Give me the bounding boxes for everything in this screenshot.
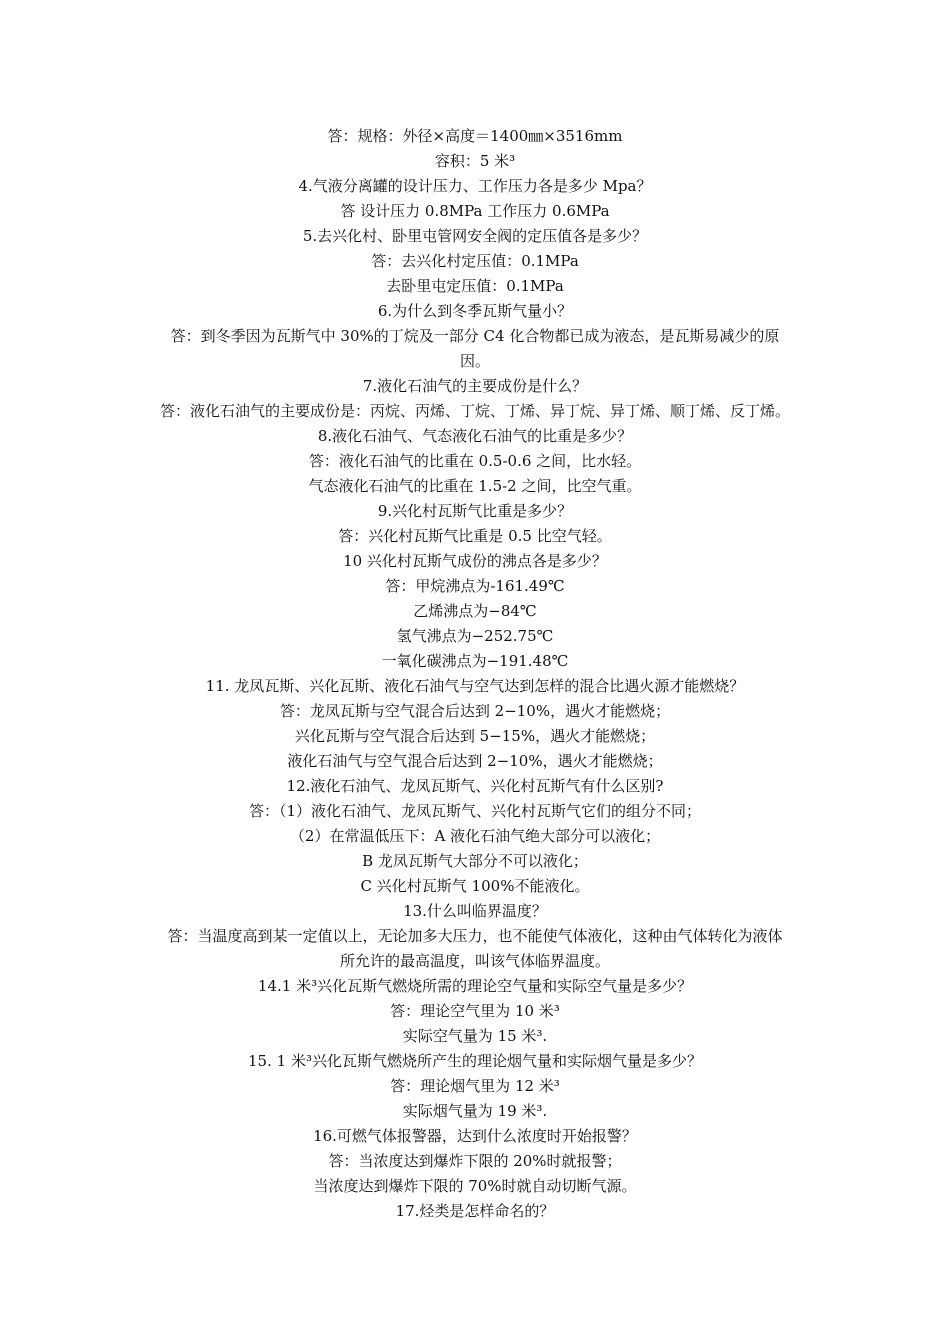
answer-12-line-1: 答：（1）液化石油气、龙凤瓦斯气、兴化村瓦斯气它们的组分不同； (248, 802, 702, 820)
question-13: 13.什么叫临界温度？ (403, 902, 547, 920)
answer-16-line-2: 当浓度达到爆炸下限的 70%时就自动切断气源。 (313, 1177, 637, 1195)
answer-6-line-1: 答：到冬季因为瓦斯气中 30%的丁烷及一部分 C4 化合物都已成为液态，是瓦斯易减少的原 (170, 327, 780, 345)
answer-11-line-2: 兴化瓦斯与空气混合后达到 5−15%，遇火才能燃烧； (294, 727, 656, 745)
answer-10-line-2: 乙烯沸点为−84℃ (413, 602, 537, 620)
question-14: 14.1 米³兴化瓦斯气燃烧所需的理论空气量和实际空气量是多少？ (257, 977, 693, 995)
answer-volume: 容积：5 米³ (434, 152, 516, 170)
question-5: 5.去兴化村、卧里屯管网安全阀的定压值各是多少？ (302, 227, 648, 245)
answer-12-line-3: B 龙凤瓦斯气大部分不可以液化； (362, 852, 588, 870)
question-10: 10 兴化村瓦斯气成份的沸点各是多少？ (343, 552, 607, 570)
question-15: 15. 1 米³兴化瓦斯气燃烧所产生的理论烟气量和实际烟气量是多少？ (248, 1052, 702, 1070)
answer-11-line-3: 液化石油气与空气混合后达到 2−10%，遇火才能燃烧； (287, 752, 663, 770)
answer-spec: 答：规格：外径×高度＝1400㎜×3516mm (327, 127, 623, 145)
question-17: 17.烃类是怎样命名的？ (395, 1202, 555, 1220)
answer-10-line-3: 氢气沸点为−252.75℃ (396, 627, 554, 645)
answer-16-line-1: 答：当浓度达到爆炸下限的 20%时就报警； (328, 1152, 622, 1170)
question-7: 7.液化石油气的主要成份是什么？ (362, 377, 588, 395)
answer-12-line-4: C 兴化村瓦斯气 100%不能液化。 (360, 877, 590, 895)
question-6: 6.为什么到冬季瓦斯气量小？ (377, 302, 573, 320)
answer-14-line-2: 实际空气量为 15 米³. (402, 1027, 548, 1045)
answer-10-line-4: 一氧化碳沸点为−191.48℃ (381, 652, 569, 670)
answer-5-line-2: 去卧里屯定压值：0.1MPa (386, 277, 564, 295)
answer-10-line-1: 答：甲烷沸点为-161.49℃ (385, 577, 565, 595)
answer-7: 答：液化石油气的主要成份是：丙烷、丙烯、丁烷、丁烯、异丁烷、异丁烯、顺丁烯、反丁烯。 (159, 402, 790, 420)
question-8: 8.液化石油气、气态液化石油气的比重是多少？ (317, 427, 633, 445)
question-9: 9.兴化村瓦斯气比重是多少？ (377, 502, 573, 520)
answer-12-line-2: （2）在常温低压下：A 液化石油气绝大部分可以液化； (289, 827, 661, 845)
question-11: 11. 龙凤瓦斯、兴化瓦斯、液化石油气与空气达到怎样的混合比遇火源才能燃烧？ (205, 677, 745, 695)
answer-15-line-2: 实际烟气量为 19 米³. (402, 1102, 548, 1120)
answer-8-line-1: 答：液化石油气的比重在 0.5-0.6 之间，比水轻。 (308, 452, 642, 470)
answer-4: 答 设计压力 0.8MPa 工作压力 0.6MPa (340, 202, 610, 220)
answer-8-line-2: 气态液化石油气的比重在 1.5-2 之间，比空气重。 (308, 477, 642, 495)
answer-6-line-2: 因。 (459, 352, 490, 370)
answer-11-line-1: 答：龙凤瓦斯与空气混合后达到 2−10%，遇火才能燃烧； (279, 702, 671, 720)
answer-13-line-2: 所允许的最高温度，叫该气体临界温度。 (339, 952, 610, 970)
answer-13-line-1: 答：当温度高到某一定值以上，无论加多大压力，也不能使气体液化，这种由气体转化为液体 (167, 927, 783, 945)
answer-9: 答：兴化村瓦斯气比重是 0.5 比空气轻。 (338, 527, 612, 545)
document-page (0, 124, 950, 1224)
answer-14-line-1: 答：理论空气里为 10 米³ (390, 1002, 560, 1020)
question-16: 16.可燃气体报警器，达到什么浓度时开始报警？ (313, 1127, 637, 1145)
question-12: 12.液化石油气、龙凤瓦斯气、兴化村瓦斯气有什么区别? (286, 777, 664, 795)
answer-5-line-1: 答：去兴化村定压值：0.1MPa (371, 252, 579, 270)
answer-15-line-1: 答：理论烟气里为 12 米³ (390, 1077, 560, 1095)
question-4: 4.气液分离罐的设计压力、工作压力各是多少 Mpa？ (298, 177, 652, 195)
